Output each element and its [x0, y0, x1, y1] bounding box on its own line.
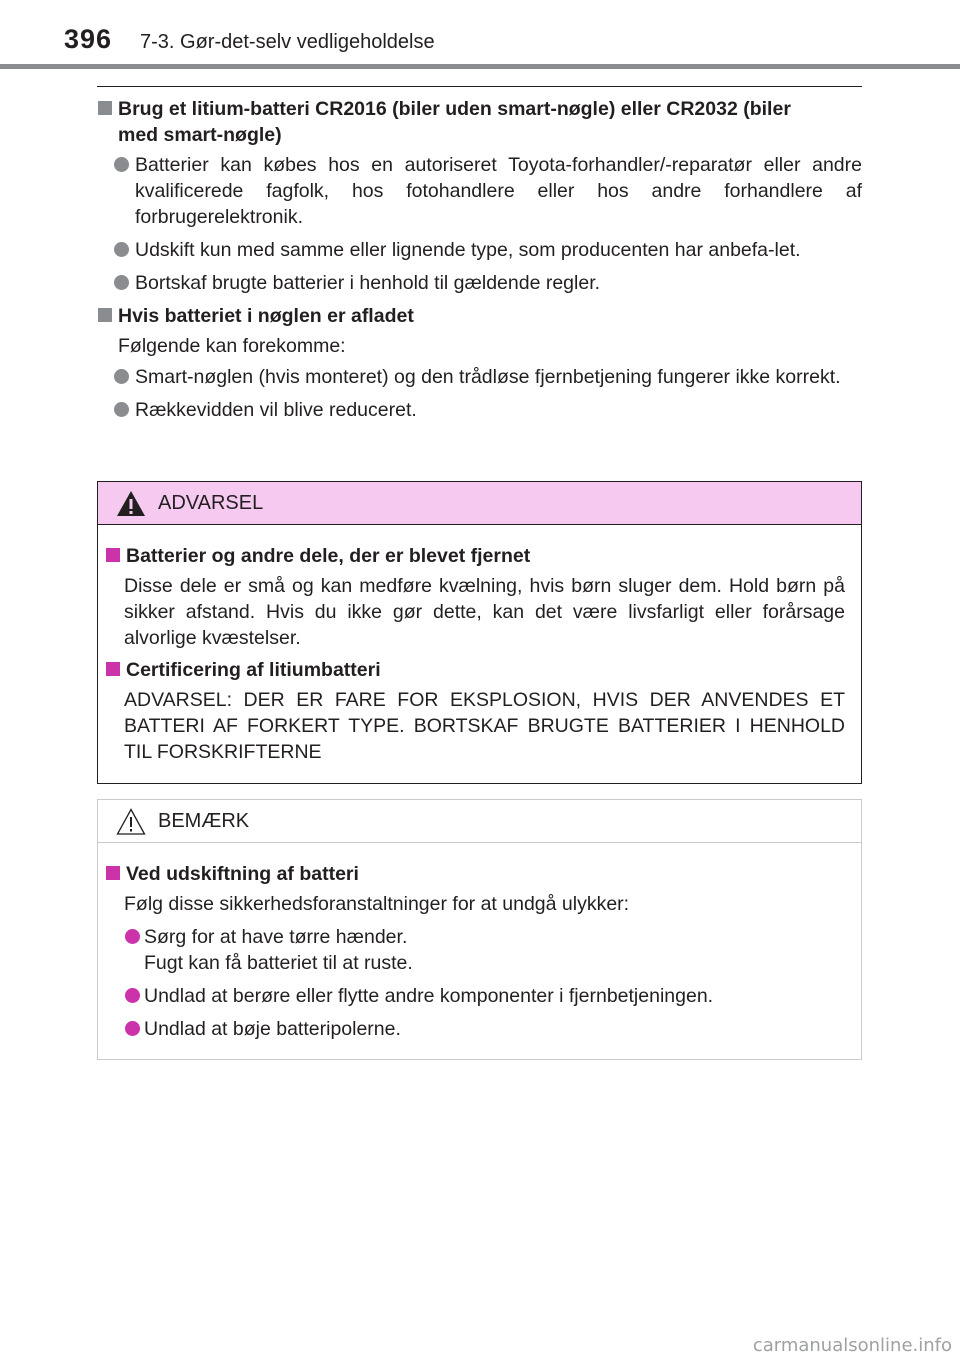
warning-item-text: ADVARSEL: DER ER FARE FOR EKSPLOSION, HVIS DER ANVENDES ET BATTERI AF FORKERT TYPE. BORTSKAF BRUGTE BATTERIER I HENHOLD TIL FORSKRIFTERNE	[124, 689, 845, 763]
section-divider	[97, 86, 862, 87]
warning-title: ADVARSEL	[158, 492, 264, 514]
square-bullet-icon	[106, 662, 120, 676]
notice-body	[98, 843, 861, 1042]
watermark: carmanualsonline.info	[752, 1335, 952, 1356]
warning-item-heading: Certificering af litiumbatteri	[106, 657, 845, 683]
notice-box	[97, 799, 862, 1060]
list-item: Udskift kun med samme eller lignende type, som producenten har anbefa-let.	[98, 237, 862, 263]
section-intro: Følgende kan forekomme:	[118, 335, 346, 357]
circle-bullet-icon	[114, 242, 129, 257]
chapter-title: 7-3. Gør-det-selv vedligeholdelse	[140, 31, 435, 53]
list-item: Undlad at berøre eller flytte andre komponenter i fjernbetjeningen.	[106, 983, 845, 1009]
list-item: Undlad at bøje batteripolerne.	[106, 1016, 845, 1042]
circle-bullet-icon	[114, 157, 129, 172]
circle-bullet-icon	[125, 1021, 140, 1036]
section-heading-battery-dead: Hvis batteriet i nøglen er afladet	[98, 303, 862, 329]
warning-box	[97, 481, 862, 784]
list-item: Smart-nøglen (hvis monteret) og den trådløse fjernbetjening fungerer ikke korrekt.	[98, 364, 862, 390]
page-number: 396	[64, 24, 113, 54]
header-divider	[0, 64, 960, 69]
circle-bullet-icon	[125, 988, 140, 1003]
caution-triangle-icon	[116, 808, 146, 835]
list-item: Rækkevidden vil blive reduceret.	[98, 397, 862, 423]
square-bullet-icon	[98, 101, 112, 115]
warning-item-text: Disse dele er små og kan medføre kvælning, hvis børn sluger dem. Hold børn på sikker afstand. Hvis du ikke gør dette, kan det være livsfarligt eller forårsage alvorlige kvæstelser.	[124, 575, 845, 649]
circle-bullet-icon	[114, 369, 129, 384]
warning-body	[98, 525, 861, 765]
list-item: Batterier kan købes hos en autoriseret Toyota-forhandler/-reparatør eller andre kvalificerede fagfolk, hos fotohandlere eller hos andre forhandlere af forbrugerelektronik.	[98, 152, 862, 230]
section-heading-battery-type: Brug et litium-batteri CR2016 (biler uden smart-nøgle) eller CR2032 (biler med smart-nøgle)	[98, 96, 862, 148]
square-bullet-icon	[98, 308, 112, 322]
page-header	[0, 0, 960, 66]
notice-heading: Ved udskiftning af batteri	[106, 861, 845, 887]
warning-triangle-icon	[116, 490, 146, 517]
main-content	[98, 96, 862, 430]
list-item: Bortskaf brugte batterier i henhold til gældende regler.	[98, 270, 862, 296]
warning-header	[98, 482, 861, 525]
notice-title: BEMÆRK	[158, 810, 250, 832]
notice-header	[98, 800, 861, 843]
circle-bullet-icon	[125, 929, 140, 944]
square-bullet-icon	[106, 866, 120, 880]
square-bullet-icon	[106, 548, 120, 562]
notice-intro: Følg disse sikkerhedsforanstaltninger for at undgå ulykker:	[124, 893, 630, 915]
circle-bullet-icon	[114, 275, 129, 290]
list-item: Sørg for at have tørre hænder. Fugt kan få batteriet til at ruste.	[106, 924, 845, 976]
warning-item-heading: Batterier og andre dele, der er blevet fjernet	[106, 543, 845, 569]
circle-bullet-icon	[114, 402, 129, 417]
